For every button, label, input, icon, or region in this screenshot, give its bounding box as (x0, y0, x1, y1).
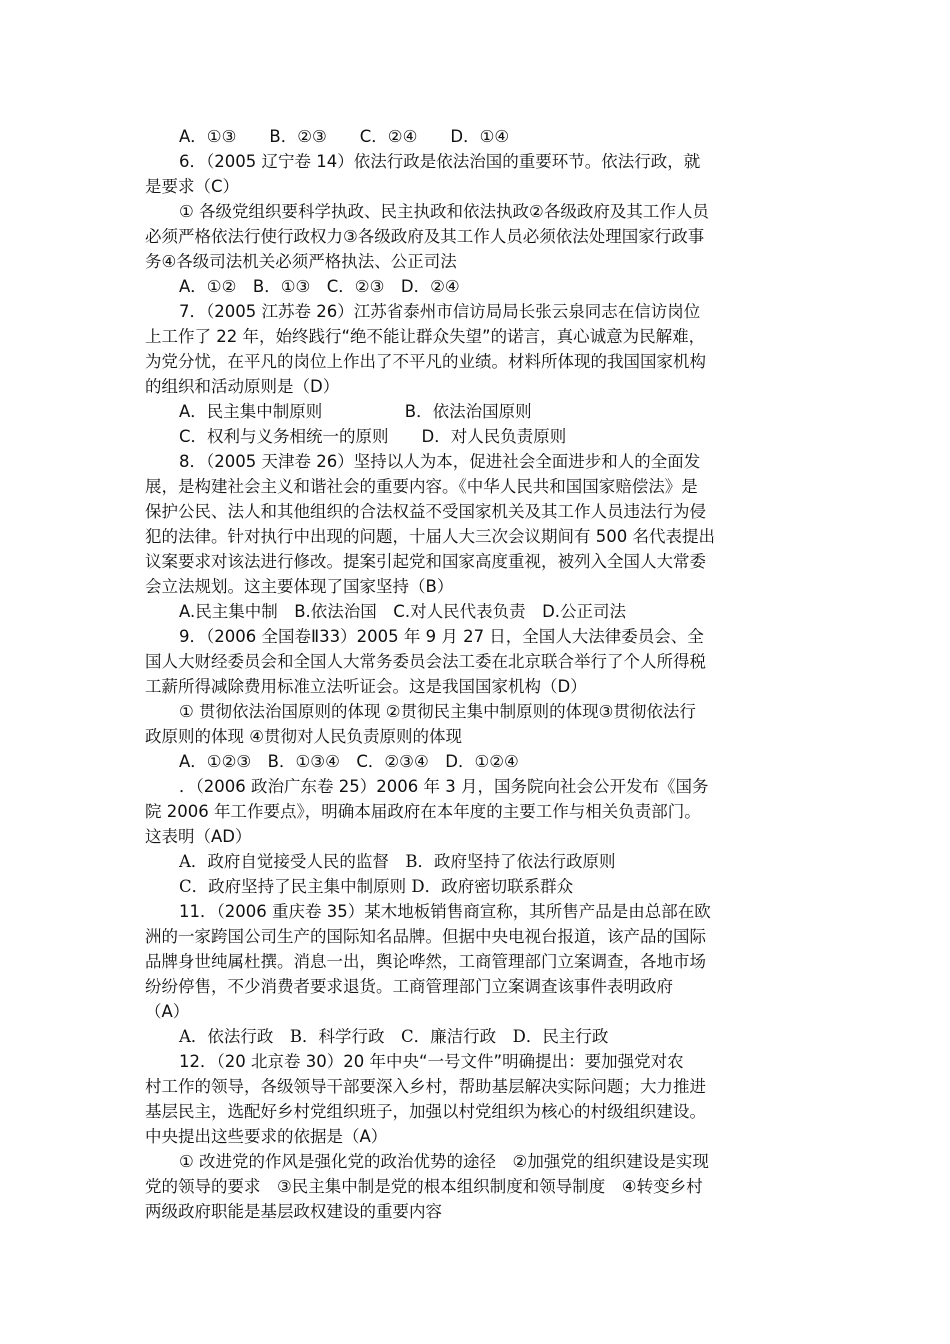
text-line: 犯的法律。针对执行中出现的问题，十届人大三次会议期间有 500 名代表提出 (145, 527, 715, 546)
text-line: 8．（2005 天津卷 26）坚持以人为本，促进社会全面进步和人的全面发 (179, 452, 701, 471)
text-line: 12．（20 北京卷 30）20 年中央“一号文件”明确提出：要加强党对农 (179, 1052, 684, 1071)
text-line: 7．（2005 江苏卷 26）江苏省泰州市信访局局长张云泉同志在信访岗位 (179, 302, 701, 321)
text-line: 会立法规划。这主要体现了国家坚持（B） (145, 577, 454, 596)
text-line: A．民主集中制原则 B．依法治国原则 (179, 402, 532, 421)
text-line: 党的领导的要求 ③民主集中制是党的根本组织制度和领导制度 ④转变乡村 (145, 1177, 703, 1196)
text-line: 国人大财经委员会和全国人大常务委员会法工委在北京联合举行了个人所得税 (145, 652, 706, 671)
text-line: C．权利与义务相统一的原则 D．对人民负责原则 (179, 427, 567, 446)
text-line: ．（2006 政治广东卷 25）2006 年 3 月，国务院向社会公开发布《国务 (179, 777, 709, 796)
text-line: 两级政府职能是基层政权建设的重要内容 (145, 1202, 442, 1221)
text-line: 务④各级司法机关必须严格执法、公正司法 (145, 252, 457, 271)
text-line: 纷纷停售，不少消费者要求退货。工商管理部门立案调查该事件表明政府 (145, 977, 673, 996)
text-line: ① 贯彻依法治国原则的体现 ②贯彻民主集中制原则的体现③贯彻依法行 (179, 702, 696, 721)
text-line: 基层民主，选配好乡村党组织班子，加强以村党组织为核心的村级组织建设。 (145, 1102, 706, 1121)
text-line: 议案要求对该法进行修改。提案引起党和国家高度重视，被列入全国人大常委 (145, 552, 706, 571)
text-line: A．①②③ B．①③④ C．②③④ D．①②④ (179, 752, 519, 771)
text-line: A．依法行政 B．科学行政 C．廉洁行政 D．民主行政 (179, 1027, 609, 1046)
text-line: 品牌身世纯属杜撰。消息一出，舆论哗然，工商管理部门立案调查，各地市场 (145, 952, 706, 971)
text-line: 上工作了 22 年，始终践行“绝不能让群众失望”的诺言，真心诚意为民解难， (145, 327, 706, 346)
text-line: A．政府自觉接受人民的监督 B．政府坚持了依法行政原则 (179, 852, 616, 871)
text-line: 工薪所得减除费用标准立法听证会。这是我国国家机构（D） (145, 677, 587, 696)
text-line: （A） (145, 1002, 190, 1021)
text-line: 政原则的体现 ④贯彻对人民负责原则的体现 (145, 727, 463, 746)
text-line: 院 2006 年工作要点》，明确本届政府在本年度的主要工作与相关负责部门。 (145, 802, 701, 821)
text-line: A．①② B．①③ C．②③ D．②④ (179, 277, 460, 296)
text-line: 为党分忧，在平凡的岗位上作出了不平凡的业绩。材料所体现的我国国家机构 (145, 352, 706, 371)
text-line: 11．（2006 重庆卷 35）某木地板销售商宣称，其所售产品是由总部在欧 (179, 902, 711, 921)
text-line: 的组织和活动原则是（D） (145, 377, 340, 396)
text-line: 洲的一家跨国公司生产的国际知名品牌。但据中央电视台报道，该产品的国际 (145, 927, 706, 946)
text-line: 9．（2006 全国卷Ⅱ33）2005 年 9 月 27 日，全国人大法律委员会、全 (179, 627, 704, 646)
text-line: 这表明（AD） (145, 827, 252, 846)
text-line: 6．（2005 辽宁卷 14）依法行政是依法治国的重要环节。依法行政，就 (179, 152, 701, 171)
text-line: 保护公民、法人和其他组织的合法权益不受国家机关及其工作人员违法行为侵 (145, 502, 706, 521)
text-line: 中央提出这些要求的依据是（A） (145, 1127, 388, 1146)
text-line: A.民主集中制 B.依法治国 C.对人民代表负责 D.公正司法 (179, 602, 627, 621)
text-line: ① 改进党的作风是强化党的政治优势的途径 ②加强党的组织建设是实现 (179, 1152, 709, 1171)
document-page (145, 124, 805, 1224)
text-line: 展，是构建社会主义和谐社会的重要内容。《中华人民共和国国家赔偿法》是 (145, 477, 698, 496)
text-line: 必须严格依法行使行政权力③各级政府及其工作人员必须依法处理国家行政事 (145, 227, 705, 246)
text-line: C．政府坚持了民主集中制原则 D．政府密切联系群众 (179, 877, 574, 896)
text-line: 村工作的领导，各级领导干部要深入乡村，帮助基层解决实际问题；大力推进 (145, 1077, 706, 1096)
text-line: A．①③ B．②③ C．②④ D．①④ (179, 127, 510, 146)
text-line: 是要求（C） (145, 177, 240, 196)
text-line: ① 各级党组织要科学执政、民主执政和依法执政②各级政府及其工作人员 (179, 202, 709, 221)
